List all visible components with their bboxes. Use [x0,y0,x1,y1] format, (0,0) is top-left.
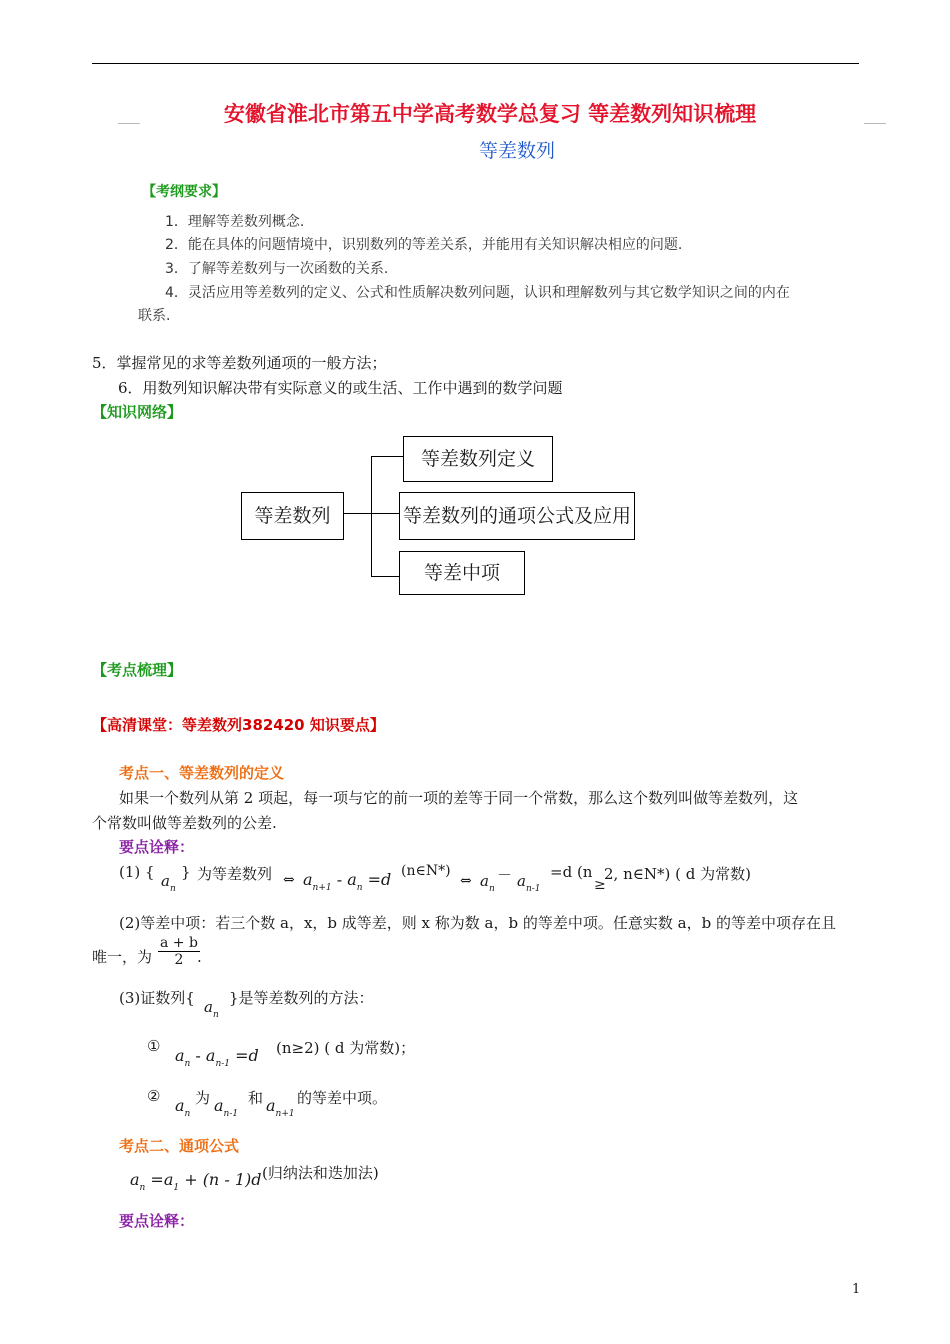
note2-prefix: 唯一，为 [92,948,153,966]
iff-symbol: ⇔ [283,872,295,888]
page-subtitle: 等差数列 [478,140,555,162]
requirement-item: 6．用数列知识解决带有实际意义的或生活、工作中遇到的数学问题 [118,379,563,397]
requirement-item: 联系. [138,308,171,324]
point1-text: 如果一个数列从第 2 项起，每一项与它的前一项的差等于同一个常数，那么这个数列叫做等差数列，这 [119,789,799,807]
connector-line [371,576,399,577]
minus-symbol: － [497,866,513,884]
note-label: 要点诠释： [119,838,195,856]
connector-line [371,456,372,577]
network-child-middle: 等差中项 [399,551,525,595]
requirement-item: 3．了解等差数列与一次函数的关系. [165,261,389,277]
requirements-heading: 【考纲要求】 [142,184,226,200]
note1-prefix: (1) { [119,863,155,881]
connector-line [371,456,403,457]
midterm-fraction [158,935,200,968]
network-root-box: 等差数列 [241,492,344,540]
method1-mark: ① [147,1037,161,1055]
geq-symbol: ≥ [594,877,606,893]
note1-mid: 为等差数列 [197,865,273,883]
note3-prefix: (3)证数列{ [119,989,195,1007]
requirement-item: 1．理解等差数列概念. [165,214,305,230]
note3-suffix: }是等差数列的方法： [229,989,374,1007]
note2-text: (2)等差中项：若三个数 a，x，b 成等差，则 x 称为数 a，b 的等差中项。任意实数 a，b 的等差中项存在且 [119,914,836,932]
top-rule [92,63,859,64]
page-title: 安徽省淮北市第五中学高考数学总复习 等差数列知识梳理 [223,102,757,126]
network-child-definition: 等差数列定义 [403,436,553,482]
an-symbol: $a_n$ [204,998,219,1020]
an-1-symbol: $a_{n-1}$ [214,1096,239,1119]
an-symbol: $a_n$ [175,1096,191,1119]
point2-note: (归纳法和迭加法) [262,1164,379,1182]
method1-formula: $a_n - a_{n-1} =d$ [175,1046,259,1069]
requirement-item: 5．掌握常见的求等差数列通项的一般方法； [92,354,387,372]
note2-suffix: . [197,948,202,966]
method2-he: 和 [248,1089,264,1107]
general-term-formula: $a_n =a_1 + (n - 1)d$ [130,1170,262,1193]
definition-formula: $a_{n+1} - a_n =d$ [303,870,392,893]
fraction-denominator: 2 [174,952,184,968]
network-child-formula: 等差数列的通项公式及应用 [399,492,635,540]
fraction-numerator: a + b [160,935,198,951]
note1-brace: } [181,863,191,881]
point2-title: 考点二、通项公式 [119,1137,240,1155]
requirement-item: 4．灵活应用等差数列的定义、公式和性质解决数列问题，认识和理解数列与其它数学知识之间的内在 [165,285,790,301]
iff-symbol: ⇔ [460,873,472,889]
note1-cond2: 2, n∈N*) ( d 为常数) [604,865,751,883]
point1-text: 个常数叫做等差数列的公差. [92,814,277,832]
an-1-symbol: $a_{n-1}$ [517,872,541,894]
note1-eq2: =d (n [550,863,593,881]
network-heading: 【知识网络】 [92,403,183,421]
an-symbol: $a_n$ [161,872,176,894]
points-heading: 【考点梳理】 [92,661,183,679]
classroom-heading: 【高清课堂：等差数列382420 知识要点】 [92,716,385,734]
page-number: 1 [852,1282,861,1297]
method2-suffix: 的等差中项。 [297,1089,388,1107]
note1-cond1: (n∈N*) [401,863,451,879]
note-label-2: 要点诠释： [119,1212,195,1230]
an-symbol: $a_n$ [480,872,495,894]
method2-mark: ② [147,1087,161,1105]
method2-wei: 为 [195,1089,211,1107]
point1-title: 考点一、等差数列的定义 [119,764,285,782]
requirement-item: 2．能在具体的问题情境中，识别数列的等差关系，并能用有关知识解决相应的问题. [165,237,683,253]
method1-cond: (n≥2) ( d 为常数)； [276,1039,416,1057]
an+1-symbol: $a_{n+1}$ [266,1096,295,1119]
